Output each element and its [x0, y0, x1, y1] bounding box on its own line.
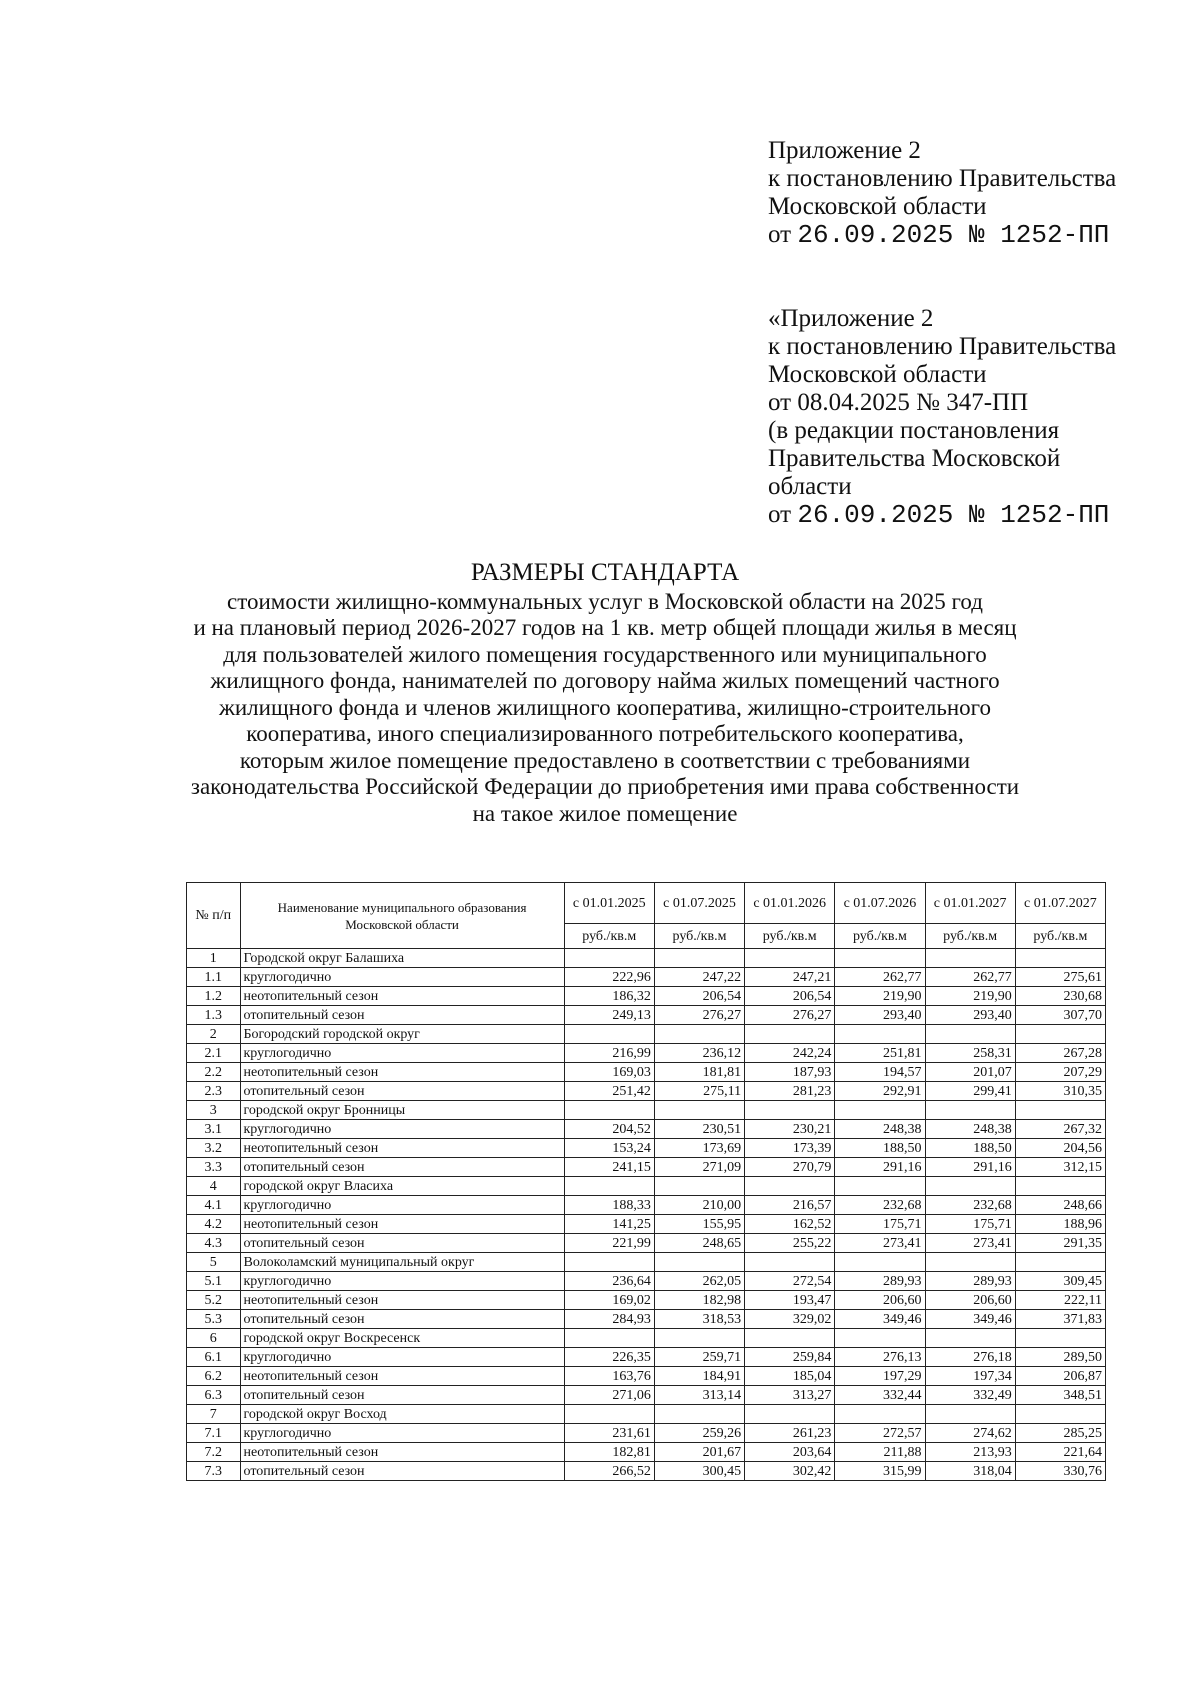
row-number: 3.2: [187, 1139, 241, 1158]
header-line: (в редакции постановления: [768, 417, 1060, 444]
header-line: к постановлению Правительства: [768, 333, 1117, 360]
row-value: 266,52: [564, 1462, 654, 1481]
row-value: [654, 1253, 744, 1272]
row-name: неотопительный сезон: [240, 1063, 564, 1082]
row-value: 276,13: [835, 1348, 925, 1367]
table-row: [187, 1462, 1106, 1481]
row-value: 289,93: [925, 1272, 1015, 1291]
date-prefix: от: [768, 221, 792, 248]
row-value: 203,64: [745, 1443, 835, 1462]
row-value: [1015, 1405, 1105, 1424]
row-value: 267,32: [1015, 1120, 1105, 1139]
row-value: [564, 1253, 654, 1272]
title-line: кооператива, иного специализированного потребительского кооператива,: [246, 721, 964, 746]
row-value: 230,21: [745, 1120, 835, 1139]
row-value: 272,54: [745, 1272, 835, 1291]
row-value: 206,54: [745, 987, 835, 1006]
column-header-date: с 01.01.2027: [925, 883, 1015, 924]
row-value: 302,42: [745, 1462, 835, 1481]
row-number: 5.3: [187, 1310, 241, 1329]
column-unit: руб./кв.м: [925, 924, 1015, 949]
row-value: 181,81: [654, 1063, 744, 1082]
row-value: [925, 1329, 1015, 1348]
title-line: жилищного фонда, нанимателей по договору найма жилых помещений частного: [210, 668, 1000, 693]
table-row: [187, 1424, 1106, 1443]
row-value: 276,27: [745, 1006, 835, 1025]
row-value: 188,50: [925, 1139, 1015, 1158]
row-number: 6: [187, 1329, 241, 1348]
row-value: [745, 1025, 835, 1044]
row-value: 216,57: [745, 1196, 835, 1215]
header-line: Московской области: [768, 361, 987, 388]
row-value: 312,15: [1015, 1158, 1105, 1177]
row-value: 309,45: [1015, 1272, 1105, 1291]
row-name: городской округ Власиха: [240, 1177, 564, 1196]
row-value: 206,60: [835, 1291, 925, 1310]
table-row: [187, 1139, 1106, 1158]
row-value: [564, 1025, 654, 1044]
table-group-row: [187, 1329, 1106, 1348]
row-value: 255,22: [745, 1234, 835, 1253]
column-header-municipality: Наименование муниципального образования Московской области: [240, 883, 564, 949]
table-row: [187, 1044, 1106, 1063]
row-value: 275,11: [654, 1082, 744, 1101]
row-value: [745, 1177, 835, 1196]
header-line: области: [768, 473, 852, 500]
row-value: 271,09: [654, 1158, 744, 1177]
row-value: 193,47: [745, 1291, 835, 1310]
row-name: отопительный сезон: [240, 1462, 564, 1481]
row-value: 276,27: [654, 1006, 744, 1025]
row-number: 3.3: [187, 1158, 241, 1177]
column-header-date: с 01.07.2027: [1015, 883, 1105, 924]
row-name: неотопительный сезон: [240, 1291, 564, 1310]
row-value: 273,41: [925, 1234, 1015, 1253]
column-header-number: № п/п: [187, 883, 241, 949]
row-value: [1015, 1101, 1105, 1120]
row-name: неотопительный сезон: [240, 1367, 564, 1386]
row-value: 182,81: [564, 1443, 654, 1462]
table-row: [187, 1310, 1106, 1329]
row-value: [925, 1405, 1015, 1424]
table-row: [187, 987, 1106, 1006]
row-number: 2.3: [187, 1082, 241, 1101]
row-value: [835, 1025, 925, 1044]
row-value: 300,45: [654, 1462, 744, 1481]
table-group-row: [187, 949, 1106, 968]
table-group-row: [187, 1177, 1106, 1196]
row-value: 188,96: [1015, 1215, 1105, 1234]
row-number: 1: [187, 949, 241, 968]
header-line: Правительства Московской: [768, 445, 1061, 472]
table-group-row: [187, 1405, 1106, 1424]
table-header-row: [187, 883, 1106, 924]
row-value: 173,39: [745, 1139, 835, 1158]
row-value: [1015, 949, 1105, 968]
row-value: 267,28: [1015, 1044, 1105, 1063]
row-name: городской округ Восход: [240, 1405, 564, 1424]
row-value: 289,50: [1015, 1348, 1105, 1367]
row-value: 184,91: [654, 1367, 744, 1386]
row-value: [564, 1177, 654, 1196]
row-value: [835, 1177, 925, 1196]
row-name: отопительный сезон: [240, 1006, 564, 1025]
row-value: 272,57: [835, 1424, 925, 1443]
column-header-date: с 01.01.2025: [564, 883, 654, 924]
row-value: 262,77: [835, 968, 925, 987]
row-value: [564, 1329, 654, 1348]
table-row: [187, 1367, 1106, 1386]
row-value: [654, 1101, 744, 1120]
table-group-row: [187, 1253, 1106, 1272]
title-line: и на плановый период 2026-2027 годов на 1 кв. метр общей площади жилья в месяц: [193, 615, 1017, 640]
row-value: [835, 1329, 925, 1348]
row-value: 206,60: [925, 1291, 1015, 1310]
row-value: 222,11: [1015, 1291, 1105, 1310]
row-value: 247,22: [654, 968, 744, 987]
row-value: 318,04: [925, 1462, 1015, 1481]
title-line: для пользователей жилого помещения государственного или муниципального: [223, 641, 987, 667]
row-value: 332,49: [925, 1386, 1015, 1405]
row-value: 153,24: [564, 1139, 654, 1158]
row-value: 175,71: [835, 1215, 925, 1234]
row-value: 204,56: [1015, 1139, 1105, 1158]
row-value: [745, 949, 835, 968]
row-value: 242,24: [745, 1044, 835, 1063]
row-value: [745, 1329, 835, 1348]
row-value: [1015, 1329, 1105, 1348]
row-value: [745, 1405, 835, 1424]
table-group-row: [187, 1025, 1106, 1044]
row-value: 349,46: [835, 1310, 925, 1329]
row-value: 236,64: [564, 1272, 654, 1291]
column-unit: руб./кв.м: [835, 924, 925, 949]
row-number: 2.1: [187, 1044, 241, 1063]
row-value: 188,50: [835, 1139, 925, 1158]
row-number: 5.2: [187, 1291, 241, 1310]
row-value: 186,32: [564, 987, 654, 1006]
row-value: 275,61: [1015, 968, 1105, 987]
row-value: 315,99: [835, 1462, 925, 1481]
row-value: [745, 1101, 835, 1120]
table-group-row: [187, 1101, 1106, 1120]
column-unit: руб./кв.м: [654, 924, 744, 949]
row-value: 248,66: [1015, 1196, 1105, 1215]
row-value: 258,31: [925, 1044, 1015, 1063]
column-header-date: с 01.07.2025: [654, 883, 744, 924]
row-value: 207,29: [1015, 1063, 1105, 1082]
row-value: 219,90: [925, 987, 1015, 1006]
row-number: 3.1: [187, 1120, 241, 1139]
row-value: [925, 1025, 1015, 1044]
table-row: [187, 1234, 1106, 1253]
row-value: 206,87: [1015, 1367, 1105, 1386]
row-value: 241,15: [564, 1158, 654, 1177]
row-value: 231,61: [564, 1424, 654, 1443]
row-value: [925, 1101, 1015, 1120]
row-number: 1.2: [187, 987, 241, 1006]
row-value: 313,14: [654, 1386, 744, 1405]
row-value: 291,35: [1015, 1234, 1105, 1253]
row-value: 221,64: [1015, 1443, 1105, 1462]
column-unit: руб./кв.м: [745, 924, 835, 949]
table-row: [187, 1120, 1106, 1139]
row-name: круглогодично: [240, 1120, 564, 1139]
row-value: [745, 1253, 835, 1272]
row-value: 284,93: [564, 1310, 654, 1329]
row-number: 4.1: [187, 1196, 241, 1215]
table-row: [187, 1386, 1106, 1405]
row-value: 169,03: [564, 1063, 654, 1082]
row-value: 204,52: [564, 1120, 654, 1139]
row-value: 249,13: [564, 1006, 654, 1025]
row-value: 310,35: [1015, 1082, 1105, 1101]
row-number: 7.1: [187, 1424, 241, 1443]
header-date-line: [768, 221, 1116, 249]
row-name: круглогодично: [240, 1196, 564, 1215]
row-name: отопительный сезон: [240, 1386, 564, 1405]
row-value: 276,18: [925, 1348, 1015, 1367]
row-value: [654, 1025, 744, 1044]
column-header-date: с 01.07.2026: [835, 883, 925, 924]
row-value: 187,93: [745, 1063, 835, 1082]
row-value: 194,57: [835, 1063, 925, 1082]
row-value: 173,69: [654, 1139, 744, 1158]
row-value: 211,88: [835, 1443, 925, 1462]
row-value: 262,05: [654, 1272, 744, 1291]
row-value: 261,23: [745, 1424, 835, 1443]
table-row: [187, 968, 1106, 987]
row-value: 349,46: [925, 1310, 1015, 1329]
table-row: [187, 1158, 1106, 1177]
table-row: [187, 1348, 1106, 1367]
row-name: отопительный сезон: [240, 1310, 564, 1329]
row-name: городской округ Бронницы: [240, 1101, 564, 1120]
stamped-date-number: 26.09.2025 № 1252-ПП: [797, 220, 1110, 250]
row-value: 141,25: [564, 1215, 654, 1234]
row-value: 273,41: [835, 1234, 925, 1253]
row-name: круглогодично: [240, 1044, 564, 1063]
row-value: 251,42: [564, 1082, 654, 1101]
row-value: 163,76: [564, 1367, 654, 1386]
row-name: круглогодично: [240, 968, 564, 987]
row-value: 232,68: [925, 1196, 1015, 1215]
row-value: 226,35: [564, 1348, 654, 1367]
row-value: [564, 949, 654, 968]
row-name: Городской округ Балашиха: [240, 949, 564, 968]
row-value: 251,81: [835, 1044, 925, 1063]
row-value: 293,40: [835, 1006, 925, 1025]
row-value: [835, 1405, 925, 1424]
row-value: 162,52: [745, 1215, 835, 1234]
row-number: 1.3: [187, 1006, 241, 1025]
header-appendix-current: [768, 137, 1116, 249]
row-value: 271,06: [564, 1386, 654, 1405]
column-unit: руб./кв.м: [1015, 924, 1105, 949]
row-number: 1.1: [187, 968, 241, 987]
row-value: 330,76: [1015, 1462, 1105, 1481]
row-value: 307,70: [1015, 1006, 1105, 1025]
header-appendix-original: [768, 305, 1116, 529]
row-value: [654, 1405, 744, 1424]
row-value: 182,98: [654, 1291, 744, 1310]
stamped-date-number: 26.09.2025 № 1252-ПП: [797, 500, 1110, 530]
row-value: 293,40: [925, 1006, 1015, 1025]
row-name: отопительный сезон: [240, 1082, 564, 1101]
row-name: круглогодично: [240, 1424, 564, 1443]
row-value: [835, 949, 925, 968]
header-line: от 08.04.2025 № 347-ПП: [768, 389, 1029, 416]
row-value: 201,67: [654, 1443, 744, 1462]
row-name: круглогодично: [240, 1272, 564, 1291]
row-name: отопительный сезон: [240, 1234, 564, 1253]
table-row: [187, 1291, 1106, 1310]
row-value: 291,16: [835, 1158, 925, 1177]
table-row: [187, 1082, 1106, 1101]
row-name: неотопительный сезон: [240, 1215, 564, 1234]
row-value: [564, 1101, 654, 1120]
row-number: 3: [187, 1101, 241, 1120]
row-value: [925, 949, 1015, 968]
row-value: 169,02: [564, 1291, 654, 1310]
row-value: 221,99: [564, 1234, 654, 1253]
header-line: Московской области: [768, 193, 987, 220]
title-line: законодательства Российской Федерации до приобретения ими права собственности: [190, 774, 1020, 799]
standard-cost-table: [186, 882, 1106, 1481]
row-value: 259,71: [654, 1348, 744, 1367]
row-number: 7.3: [187, 1462, 241, 1481]
header-line: «Приложение 2: [768, 305, 934, 332]
table-row: [187, 1196, 1106, 1215]
row-value: 213,93: [925, 1443, 1015, 1462]
table-body: [187, 949, 1106, 1481]
column-header-date: с 01.01.2026: [745, 883, 835, 924]
row-value: 216,99: [564, 1044, 654, 1063]
row-value: 210,00: [654, 1196, 744, 1215]
row-value: [1015, 1025, 1105, 1044]
row-number: 6.2: [187, 1367, 241, 1386]
date-prefix: от: [768, 501, 792, 528]
row-value: 318,53: [654, 1310, 744, 1329]
row-value: 299,41: [925, 1082, 1015, 1101]
row-value: [1015, 1253, 1105, 1272]
row-name: городской округ Воскресенск: [240, 1329, 564, 1348]
title-line: жилищного фонда и членов жилищного кооператива, жилищно-строительного: [218, 694, 991, 720]
row-name: неотопительный сезон: [240, 1139, 564, 1158]
row-value: [835, 1101, 925, 1120]
row-number: 6.1: [187, 1348, 241, 1367]
title-line: стоимости жилищно-коммунальных услуг в Московской области на 2025 год: [227, 588, 983, 614]
table-row: [187, 1443, 1106, 1462]
row-number: 2.2: [187, 1063, 241, 1082]
row-value: [925, 1253, 1015, 1272]
column-unit: руб./кв.м: [564, 924, 654, 949]
row-value: 197,34: [925, 1367, 1015, 1386]
row-value: 259,26: [654, 1424, 744, 1443]
row-value: 259,84: [745, 1348, 835, 1367]
row-value: 201,07: [925, 1063, 1015, 1082]
row-value: 329,02: [745, 1310, 835, 1329]
table-row: [187, 1215, 1106, 1234]
row-number: 7: [187, 1405, 241, 1424]
row-value: [564, 1405, 654, 1424]
row-value: 332,44: [835, 1386, 925, 1405]
row-value: 274,62: [925, 1424, 1015, 1443]
row-name: неотопительный сезон: [240, 1443, 564, 1462]
title-line: на такое жилое помещение: [472, 800, 738, 826]
row-name: Богородский городской округ: [240, 1025, 564, 1044]
table-row: [187, 1006, 1106, 1025]
row-value: 206,54: [654, 987, 744, 1006]
row-value: 291,16: [925, 1158, 1015, 1177]
row-number: 4.2: [187, 1215, 241, 1234]
row-value: 230,68: [1015, 987, 1105, 1006]
row-number: 6.3: [187, 1386, 241, 1405]
row-value: [654, 1177, 744, 1196]
title-main: РАЗМЕРЫ СТАНДАРТА: [470, 559, 740, 586]
row-number: 5.1: [187, 1272, 241, 1291]
row-value: 236,12: [654, 1044, 744, 1063]
row-value: [654, 1329, 744, 1348]
row-value: 197,29: [835, 1367, 925, 1386]
row-value: 188,33: [564, 1196, 654, 1215]
row-value: [1015, 1177, 1105, 1196]
row-value: 155,95: [654, 1215, 744, 1234]
row-value: 248,65: [654, 1234, 744, 1253]
row-name: отопительный сезон: [240, 1158, 564, 1177]
row-value: 281,23: [745, 1082, 835, 1101]
row-value: [835, 1253, 925, 1272]
row-number: 4: [187, 1177, 241, 1196]
row-value: 248,38: [835, 1120, 925, 1139]
row-value: 175,71: [925, 1215, 1015, 1234]
row-number: 2: [187, 1025, 241, 1044]
header-date-line: [768, 501, 1116, 529]
row-value: 219,90: [835, 987, 925, 1006]
table-row: [187, 1063, 1106, 1082]
row-value: 285,25: [1015, 1424, 1105, 1443]
row-value: 292,91: [835, 1082, 925, 1101]
row-value: 230,51: [654, 1120, 744, 1139]
row-value: 222,96: [564, 968, 654, 987]
row-value: [925, 1177, 1015, 1196]
row-value: 247,21: [745, 968, 835, 987]
header-line: Приложение 2: [768, 137, 921, 164]
title-line: которым жилое помещение предоставлено в соответствии с требованиями: [239, 747, 971, 773]
row-value: 270,79: [745, 1158, 835, 1177]
row-number: 5: [187, 1253, 241, 1272]
row-value: 289,93: [835, 1272, 925, 1291]
row-value: 248,38: [925, 1120, 1015, 1139]
row-value: 348,51: [1015, 1386, 1105, 1405]
row-value: [654, 949, 744, 968]
row-number: 4.3: [187, 1234, 241, 1253]
row-value: 313,27: [745, 1386, 835, 1405]
row-value: 371,83: [1015, 1310, 1105, 1329]
table-row: [187, 1272, 1106, 1291]
row-value: 185,04: [745, 1367, 835, 1386]
row-value: 262,77: [925, 968, 1015, 987]
row-name: Волоколамский муниципальный округ: [240, 1253, 564, 1272]
row-name: круглогодично: [240, 1348, 564, 1367]
header-line: к постановлению Правительства: [768, 165, 1117, 192]
row-value: 232,68: [835, 1196, 925, 1215]
row-name: неотопительный сезон: [240, 987, 564, 1006]
document-title: [180, 560, 1030, 827]
row-number: 7.2: [187, 1443, 241, 1462]
